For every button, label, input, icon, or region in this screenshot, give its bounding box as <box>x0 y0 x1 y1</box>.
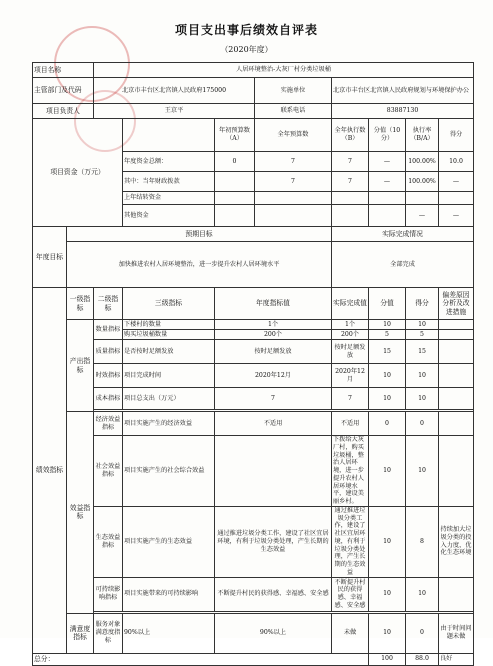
perf-l3: 购买垃圾桶数量 <box>123 330 215 340</box>
funds-rate-header: 执行率（B/A） <box>406 119 439 152</box>
perf-year <box>215 436 332 507</box>
funds-exec-header: 全年执行数（B） <box>332 119 369 152</box>
perf-l2: 经济效益指标 <box>94 412 123 436</box>
perf-h-get: 得分 <box>406 288 439 320</box>
perf-get: 10 <box>406 320 439 330</box>
perf-get: 8 <box>406 506 439 577</box>
funds-row-exec <box>332 192 369 205</box>
funds-row-score <box>369 192 406 205</box>
perf-actual: 按时足额发放 <box>332 340 369 364</box>
perf-l2: 可持续影响指标 <box>94 577 123 611</box>
perf-score: 10 <box>369 364 406 388</box>
funds-row-get <box>439 192 474 205</box>
perf-year: 2020年12月 <box>215 364 332 388</box>
perf-reason <box>439 577 474 611</box>
perf-h-score: 分值 <box>369 288 406 320</box>
total-score: 100 <box>369 653 406 665</box>
funds-row-full: 7 <box>255 152 332 172</box>
funds-row-rate <box>406 192 439 205</box>
perf-l1-output: 产出指标 <box>67 320 94 412</box>
perf-year: 按时足额发放 <box>215 340 332 364</box>
funds-row-full <box>255 205 332 227</box>
funds-row-name: 年度资金总额： <box>123 152 215 172</box>
goal-expected-header: 预期目标 <box>67 227 332 242</box>
goal-expected: 加快推进农村人居环境整治，进一步提升农村人居环境水平 <box>67 242 332 288</box>
perf-h-reason: 偏差原因分析及改进措施 <box>439 288 474 320</box>
perf-h2: 二级指标 <box>94 288 123 320</box>
perf-reason <box>439 330 474 340</box>
page-title: 项目支出事后绩效自评表 <box>174 23 318 37</box>
perf-score: 10 <box>369 320 406 330</box>
perf-year: 不断提升村民的获得感、幸福感、安全感 <box>215 577 332 611</box>
perf-l2: 服务对象满意度指标 <box>94 613 123 653</box>
perf-get: 10 <box>406 436 439 507</box>
perf-l2: 成本指标 <box>94 388 123 410</box>
perf-reason <box>439 320 474 330</box>
phone-label: 联系电话 <box>255 104 332 119</box>
perf-l3: 项目实施产生的生态效益 <box>123 506 215 577</box>
perf-actual: 不断提升村民的获得感、幸福感、安全感 <box>332 577 369 611</box>
funds-blank-header <box>123 119 215 152</box>
perf-score: 10 <box>369 506 406 577</box>
perf-actual: 200个 <box>332 330 369 340</box>
phone-value: 83887130 <box>332 104 474 119</box>
perf-score: 15 <box>369 340 406 364</box>
perf-l3: 90%以上 <box>123 613 215 653</box>
funds-row-a <box>215 205 255 227</box>
perf-year: 90%以上 <box>215 613 332 653</box>
perf-l1-satis: 满意度指标 <box>67 613 94 653</box>
perf-l3: 项目总支出（万元） <box>123 388 215 410</box>
perf-reason <box>439 364 474 388</box>
perf-year: 7 <box>215 388 332 410</box>
perf-h-actual: 实际完成值 <box>332 288 369 320</box>
goal-actual: 全部完成 <box>332 242 474 288</box>
funds-row-exec: 7 <box>332 152 369 172</box>
perf-get: 0 <box>406 613 439 653</box>
impl-value: 北京市丰台区北宫镇人民政府规划与环境保护办公 <box>332 78 474 104</box>
funds-row-get: — <box>439 172 474 192</box>
perf-l3: 项目实施带来的可持续影响 <box>123 577 215 611</box>
perf-l3: 下楼村的数量 <box>123 320 215 330</box>
perf-year: 200个 <box>215 330 332 340</box>
fiscal-year: （2020年度） <box>220 45 273 54</box>
funds-annual-header: 年初预算数（A） <box>215 119 255 152</box>
funds-score-header: 分值（10分） <box>369 119 406 152</box>
funds-row-score: — <box>369 152 406 172</box>
perf-l3: 是否按时足额发放 <box>123 340 215 364</box>
total-grade: 良好 <box>439 653 474 665</box>
funds-get-header: 得分 <box>439 119 474 152</box>
dept-value: 北京市丰台区北宫镇人民政府175000 <box>94 78 255 104</box>
perf-actual: 2020年12月 <box>332 364 369 388</box>
funds-row-exec: 7 <box>332 172 369 192</box>
perf-l2: 质量指标 <box>94 340 123 364</box>
perf-score: 5 <box>369 330 406 340</box>
funds-row-score <box>369 205 406 227</box>
perf-l2: 社会效益指标 <box>94 436 123 507</box>
perf-get: 5 <box>406 330 439 340</box>
perf-l1-effect: 效益指标 <box>67 412 94 614</box>
perf-reason <box>439 340 474 364</box>
impl-label: 实施单位 <box>255 78 332 104</box>
perf-actual: 下拨给大灰厂村，购买垃圾桶，整治人居环境，进一步提升农村人居环境水平，建设美丽乡村。 <box>332 436 369 507</box>
perf-reason: 持续加大垃圾分类的投入力度，优化生态环境 <box>439 506 474 577</box>
perf-year: 不适用 <box>215 412 332 436</box>
perf-l2: 生态效益指标 <box>94 506 123 577</box>
perf-l2: 时效指标 <box>94 364 123 388</box>
perf-actual: 未做 <box>332 613 369 653</box>
funds-row-get: 10.0 <box>439 152 474 172</box>
perf-l2: 数量指标 <box>94 320 123 340</box>
leader-label: 项目负责人 <box>33 104 94 119</box>
funds-row-rate: 100.00% <box>406 152 439 172</box>
perf-label: 绩效指标 <box>33 288 67 654</box>
perf-year: 1个 <box>215 320 332 330</box>
perf-reason: 由于时间问题未做 <box>439 613 474 653</box>
funds-row-exec <box>332 205 369 227</box>
perf-score: 10 <box>369 613 406 653</box>
funds-label: 项目资金（万元） <box>33 119 123 227</box>
perf-score: 10 <box>369 388 406 410</box>
perf-l3: 项目完成时间 <box>123 364 215 388</box>
total-get: 88.0 <box>406 653 439 665</box>
perf-h3: 三级指标 <box>123 288 215 320</box>
perf-reason <box>439 436 474 507</box>
project-name: 人居环境整治-大灰厂村分类垃圾桶 <box>94 63 474 78</box>
perf-actual: 不适用 <box>332 412 369 436</box>
perf-score: 0 <box>369 412 406 436</box>
funds-row-score: — <box>369 172 406 192</box>
funds-row-a <box>215 192 255 205</box>
funds-row-get: — <box>439 205 474 227</box>
leader-value: 王京平 <box>94 104 255 119</box>
perf-l3: 项目实施产生的社会综合效益 <box>123 436 215 507</box>
perf-score: 10 <box>369 436 406 507</box>
funds-row-rate: 100.00% <box>406 172 439 192</box>
perf-l3: 项目实施产生的经济效益 <box>123 412 215 436</box>
perf-actual: 1个 <box>332 320 369 330</box>
goal-label: 年度目标 <box>33 227 67 288</box>
perf-get: 10 <box>406 364 439 388</box>
perf-get: 0 <box>406 412 439 436</box>
perf-h1: 一级指标 <box>67 288 94 320</box>
perf-actual: 7 <box>332 388 369 410</box>
total-label: 总分： <box>33 653 369 665</box>
funds-row-a: 0 <box>215 152 255 172</box>
funds-row-name: 上年结转资金 <box>123 192 215 205</box>
perf-reason <box>439 388 474 410</box>
project-name-label: 项目名称 <box>33 63 94 78</box>
funds-row-rate: — <box>406 205 439 227</box>
perf-get: 15 <box>406 340 439 364</box>
evaluation-table <box>32 62 474 666</box>
goal-actual-header: 实际完成情况 <box>332 227 474 242</box>
funds-full-header: 全年预算数 <box>255 119 332 152</box>
dept-label: 主管部门及代码 <box>33 78 94 104</box>
perf-h-year: 年度指标值 <box>215 288 332 320</box>
perf-score: 10 <box>369 577 406 611</box>
funds-row-name: 其中：当年财政拨款 <box>123 172 215 192</box>
funds-row-full: 7 <box>255 172 332 192</box>
funds-row-name: 其他资金 <box>123 205 215 227</box>
perf-reason <box>439 412 474 436</box>
funds-row-full <box>255 192 332 205</box>
perf-get: 10 <box>406 577 439 611</box>
funds-row-a <box>215 172 255 192</box>
perf-get: 10 <box>406 388 439 410</box>
perf-year: 通过推进垃圾分类工作，建设了社区宜居环境，有利于垃圾分类处理，产生长期的生态效益 <box>215 506 332 577</box>
perf-actual: 通过推进垃圾分类工作，建设了社区宜居环境，有利于垃圾分类处理，产生长期的生态效益 <box>332 506 369 577</box>
